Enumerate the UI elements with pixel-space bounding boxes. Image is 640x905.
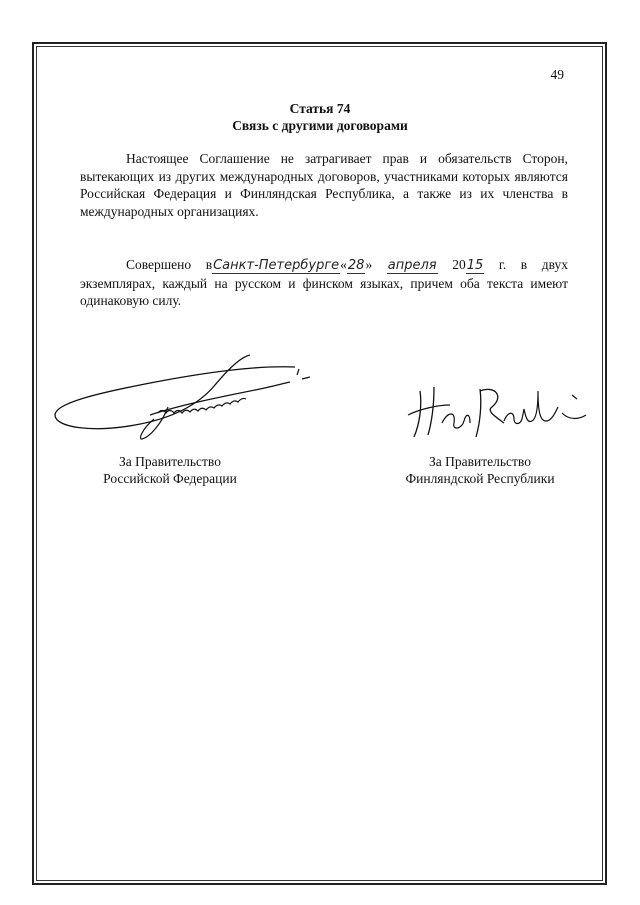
signatory-finland-line2: Финляндской Республики bbox=[405, 471, 555, 486]
year-prefix: 20 bbox=[452, 257, 466, 272]
article-heading bbox=[0, 100, 640, 134]
signature-russia-image bbox=[50, 345, 310, 445]
close-quote: » bbox=[365, 257, 373, 272]
paragraph-other-treaties bbox=[80, 150, 568, 220]
handwritten-day: 28 bbox=[347, 258, 365, 273]
signatory-russia bbox=[60, 453, 280, 487]
signatory-russia-line1: За Правительство bbox=[119, 454, 221, 469]
done-at-tail: г. в двух экземплярах, каждый на русском и финском языках, причем оба текста имеют одинаковую силу. bbox=[80, 257, 569, 308]
handwritten-year: 15 bbox=[466, 258, 484, 273]
handwritten-month: апреля bbox=[387, 258, 437, 273]
open-quote: « bbox=[340, 257, 347, 272]
signatory-russia-line2: Российской Федерации bbox=[103, 471, 237, 486]
signature-finland-image bbox=[400, 383, 590, 443]
page-number: 49 bbox=[550, 67, 564, 82]
article-number: Статья 74 bbox=[289, 101, 351, 116]
article-title: Связь с другими договорами bbox=[232, 118, 408, 133]
handwritten-city: Санкт-Петербурге bbox=[213, 258, 340, 273]
paragraph-done-at bbox=[80, 256, 568, 310]
signatory-finland-line1: За Правительство bbox=[429, 454, 531, 469]
done-at-lead: Совершено в bbox=[126, 257, 213, 272]
paragraph-text: Настоящее Соглашение не затрагивает прав и обязательств Сторон, вытекающих из других международных договоров, участниками которых являются Российская Федерация и Финляндская Республика, а также из их членства в международных организациях. bbox=[80, 151, 568, 219]
signatory-finland bbox=[370, 453, 590, 487]
